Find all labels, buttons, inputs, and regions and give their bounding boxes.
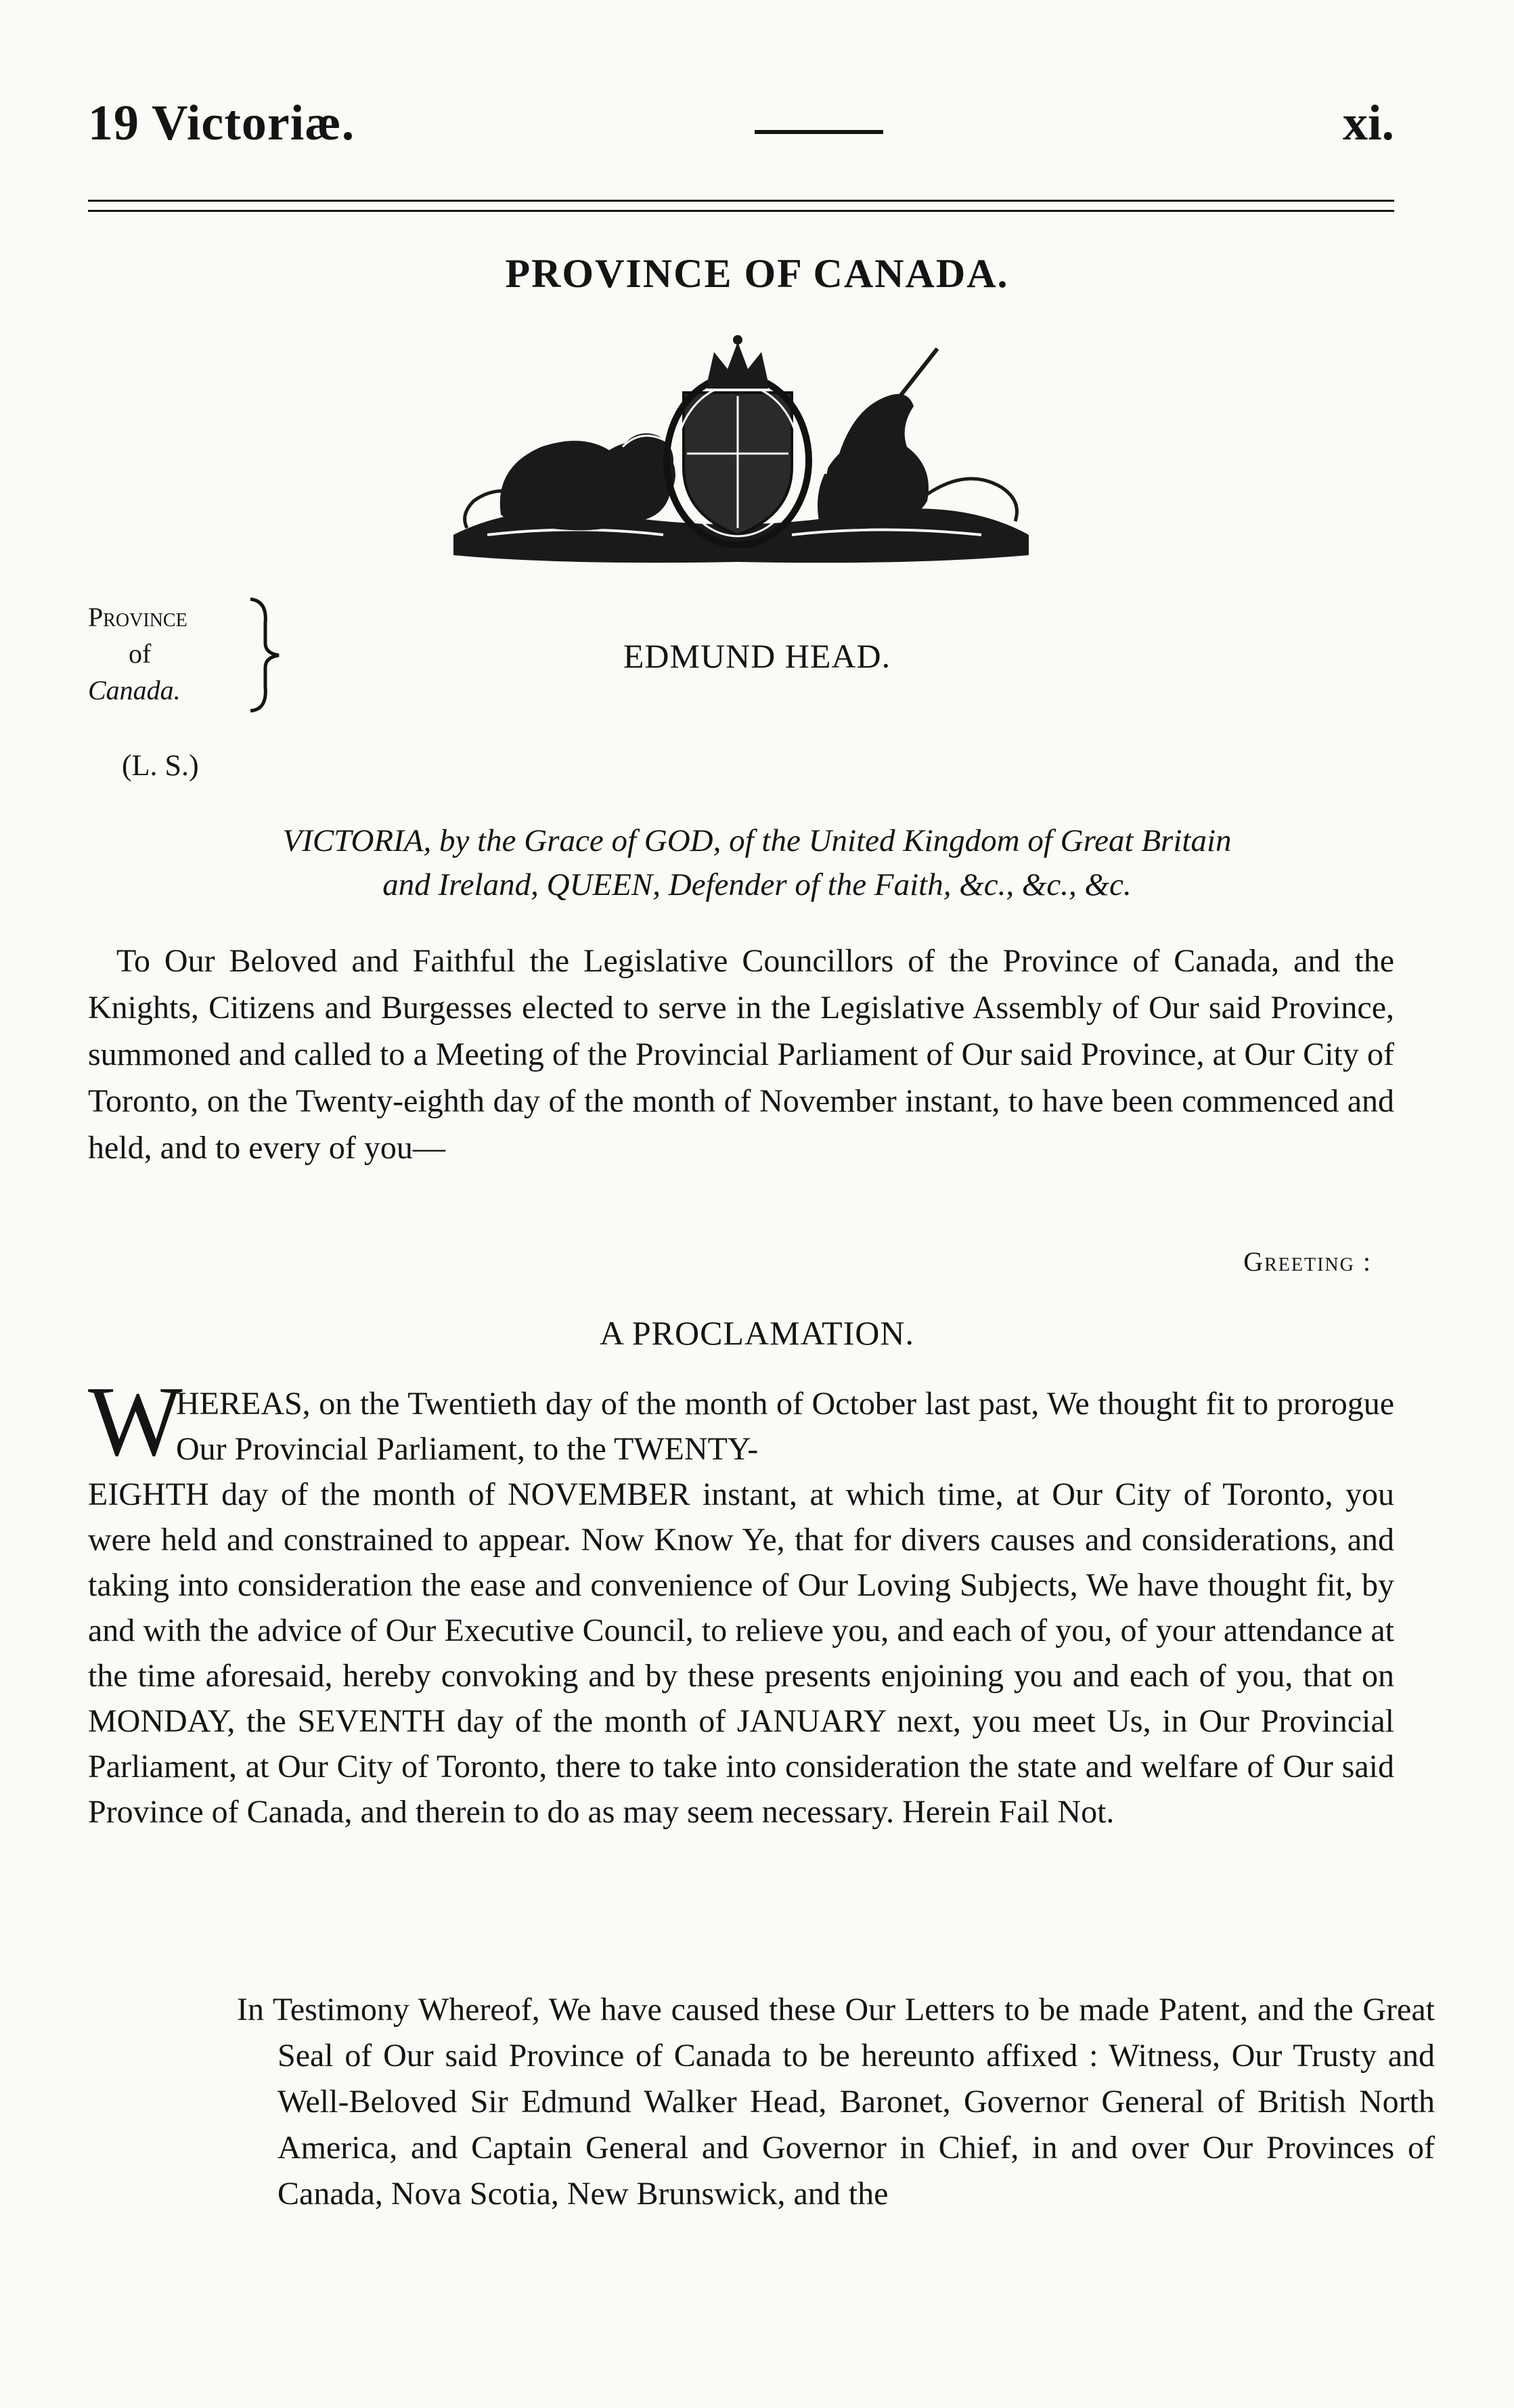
royal-style-line-1: VICTORIA, by the Grace of GOD, of the United Kingdom of Great Britain <box>282 823 1232 858</box>
greeting: Greeting : <box>1243 1246 1372 1277</box>
whereas-paragraph-body: EIGHTH day of the month of NOVEMBER instant, at which time, at Our City of Toronto, you were held and constrained to appear. Now Know Ye, that for divers causes and considerations, and taking into consideration the ease and convenience of Our Loving Subjects, We have thought fit, by and with the advice of Our Executive Council, to relieve you, and each of you, of your attendance at the time aforesaid, hereby convoking and by these presents enjoining you and each of you, that on MONDAY, the SEVENTH day of the month of JANUARY next, you meet Us, in Our Provincial Parliament, at Our City of Toronto, there to take into consideration the state and welfare of Our said Province of Canada, and therein to do as may seem necessary. Herein Fail Not. <box>88 1476 1394 1830</box>
address-paragraph: To Our Beloved and Faithful the Legislative Councillors of the Province of Canada, and the Knights, Citizens and Burgesses elected to serve in the Legislative Assembly of Our said Province, summoned and called to a Meeting of the Provincial Parliament of Our said Province, at Our City of Toronto, on the Twenty-eighth day of the month of November instant, to have been commenced and held, and to every of you— <box>88 943 1394 1166</box>
seal-mark: (L. S.) <box>122 749 199 782</box>
double-rule <box>88 200 1394 212</box>
testimony-paragraph: In Testimony Whereof, We have caused these Our Letters to be made Patent, and the Great Seal of Our said Province of Canada to be hereunto affixed : Witness, Our Trusty and Well-Beloved Sir Edmund Walker Head, Baronet, Governor General of British North America, and Captain General and Governor in Chief, in and over Our Provinces of Canada, Nova Scotia, New Brunswick, and the <box>237 1992 1435 2212</box>
marginal-note-line-2: of <box>129 638 152 669</box>
page-title: PROVINCE OF CANADA. <box>505 251 1009 296</box>
marginal-note-line-3: Canada. <box>88 675 181 705</box>
whereas-paragraph-opening: HEREAS, on the Twentieth day of the month of October last past, We thought fit to prorogue Our Provincial Parliament, to the TWENTY- <box>176 1386 1394 1467</box>
page-number: xi. <box>1342 95 1394 151</box>
proclamation-heading: A PROCLAMATION. <box>599 1314 915 1352</box>
running-head-left: 19 Victoriæ. <box>88 95 355 151</box>
royal-style-line-2: and Ireland, QUEEN, Defender of the Faith, &c., &c., &c. <box>382 867 1132 902</box>
marginal-note-line-1: Province <box>88 602 187 632</box>
running-head-rule <box>755 130 883 134</box>
running-head <box>88 95 1394 162</box>
governor-name: EDMUND HEAD. <box>623 637 891 675</box>
drop-cap: W <box>88 1366 183 1477</box>
royal-coat-of-arms-image <box>440 332 1036 569</box>
